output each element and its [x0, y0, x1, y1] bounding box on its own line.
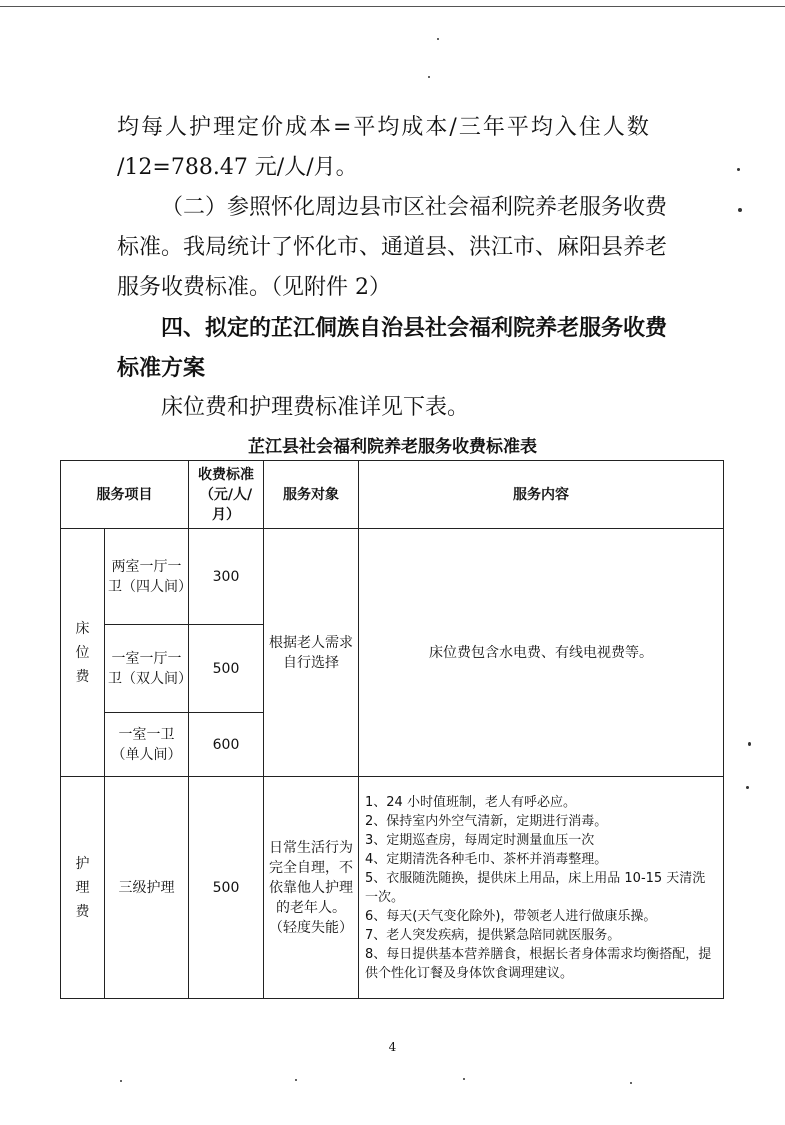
room-type-single: 一室一卫（单人间） [105, 713, 189, 777]
care-fee-category: 护理费 [75, 855, 90, 920]
header-fee-standard: 收费标准（元/人/月） [189, 461, 264, 529]
bed-fee-target: 根据老人需求自行选择 [264, 529, 359, 777]
paragraph-cost-line1: 均每人护理定价成本=平均成本/三年平均入住人数 [117, 115, 651, 140]
paragraph-table-intro: 床位费和护理费标准详见下表。 [161, 395, 470, 420]
table-row [61, 777, 724, 999]
list-item: 5、衣服随洗随换，提供床上用品，床上用品 10-15 天清洗一次。 [365, 870, 706, 905]
scan-speck [738, 208, 742, 212]
list-item: 2、保持室内外空气清新，定期进行消毒。 [365, 813, 608, 829]
table-row [61, 529, 724, 625]
scan-speck [746, 786, 749, 789]
fee-single: 600 [189, 713, 264, 777]
care-content-list [359, 777, 724, 999]
care-fee-category-cell [61, 777, 105, 999]
list-item: 6、每天(天气变化除外)，带领老人进行做康乐操。 [365, 908, 657, 924]
section-heading-four: 四、拟定的芷江侗族自治县社会福利院养老服务收费标准方案 [117, 315, 668, 381]
care-fee: 500 [189, 777, 264, 999]
list-item: 4、定期清洗各种毛巾、茶杯并消毒整理。 [365, 851, 608, 867]
care-target: 日常生活行为完全自理，不依靠他人护理的老年人。（轻度失能） [264, 777, 359, 999]
care-level: 三级护理 [105, 777, 189, 999]
bed-fee-content: 床位费包含水电费、有线电视费等。 [359, 529, 724, 777]
list-item: 8、每日提供基本营养膳食，根据长者身体需求均衡搭配，提供个性化订餐及身体饮食调理建议。 [365, 946, 712, 981]
bed-fee-category: 床位费 [75, 620, 90, 685]
scan-speck [630, 1082, 632, 1084]
page-number: 4 [388, 1040, 397, 1054]
paragraph-reference-standards: （二）参照怀化周边县市区社会福利院养老服务收费标准。我局统计了怀化市、通道县、洪江市、麻阳县养老服务收费标准。（见附件 2） [117, 195, 668, 300]
paragraph-cost-line2: /12=788.47 元/人/月。 [117, 155, 358, 180]
scan-speck [737, 168, 740, 171]
room-type-double: 一室一厅一卫（双人间） [105, 625, 189, 713]
scan-speck [295, 1079, 297, 1081]
header-content: 服务内容 [359, 461, 724, 529]
fee-four-person: 300 [189, 529, 264, 625]
scan-speck [437, 38, 439, 40]
header-service-item: 服务项目 [61, 461, 189, 529]
list-item: 1、24 小时值班制，老人有呼必应。 [365, 794, 576, 810]
table-title: 芷江县社会福利院养老服务收费标准表 [248, 437, 537, 457]
list-item: 7、老人突发疾病，提供紧急陪同就医服务。 [365, 927, 621, 943]
table-header-row [61, 461, 724, 529]
scan-speck [428, 76, 430, 78]
scan-speck [120, 1080, 122, 1082]
header-target: 服务对象 [264, 461, 359, 529]
fee-double: 500 [189, 625, 264, 713]
room-type-four-person: 两室一厅一卫（四人间） [105, 529, 189, 625]
scan-top-edge [0, 6, 785, 7]
list-item: 3、定期巡查房，每周定时测量血压一次 [365, 832, 595, 848]
scan-speck [463, 1078, 465, 1080]
bed-fee-category-cell [61, 529, 105, 777]
fee-standard-table [60, 460, 724, 999]
scan-speck [748, 742, 751, 746]
